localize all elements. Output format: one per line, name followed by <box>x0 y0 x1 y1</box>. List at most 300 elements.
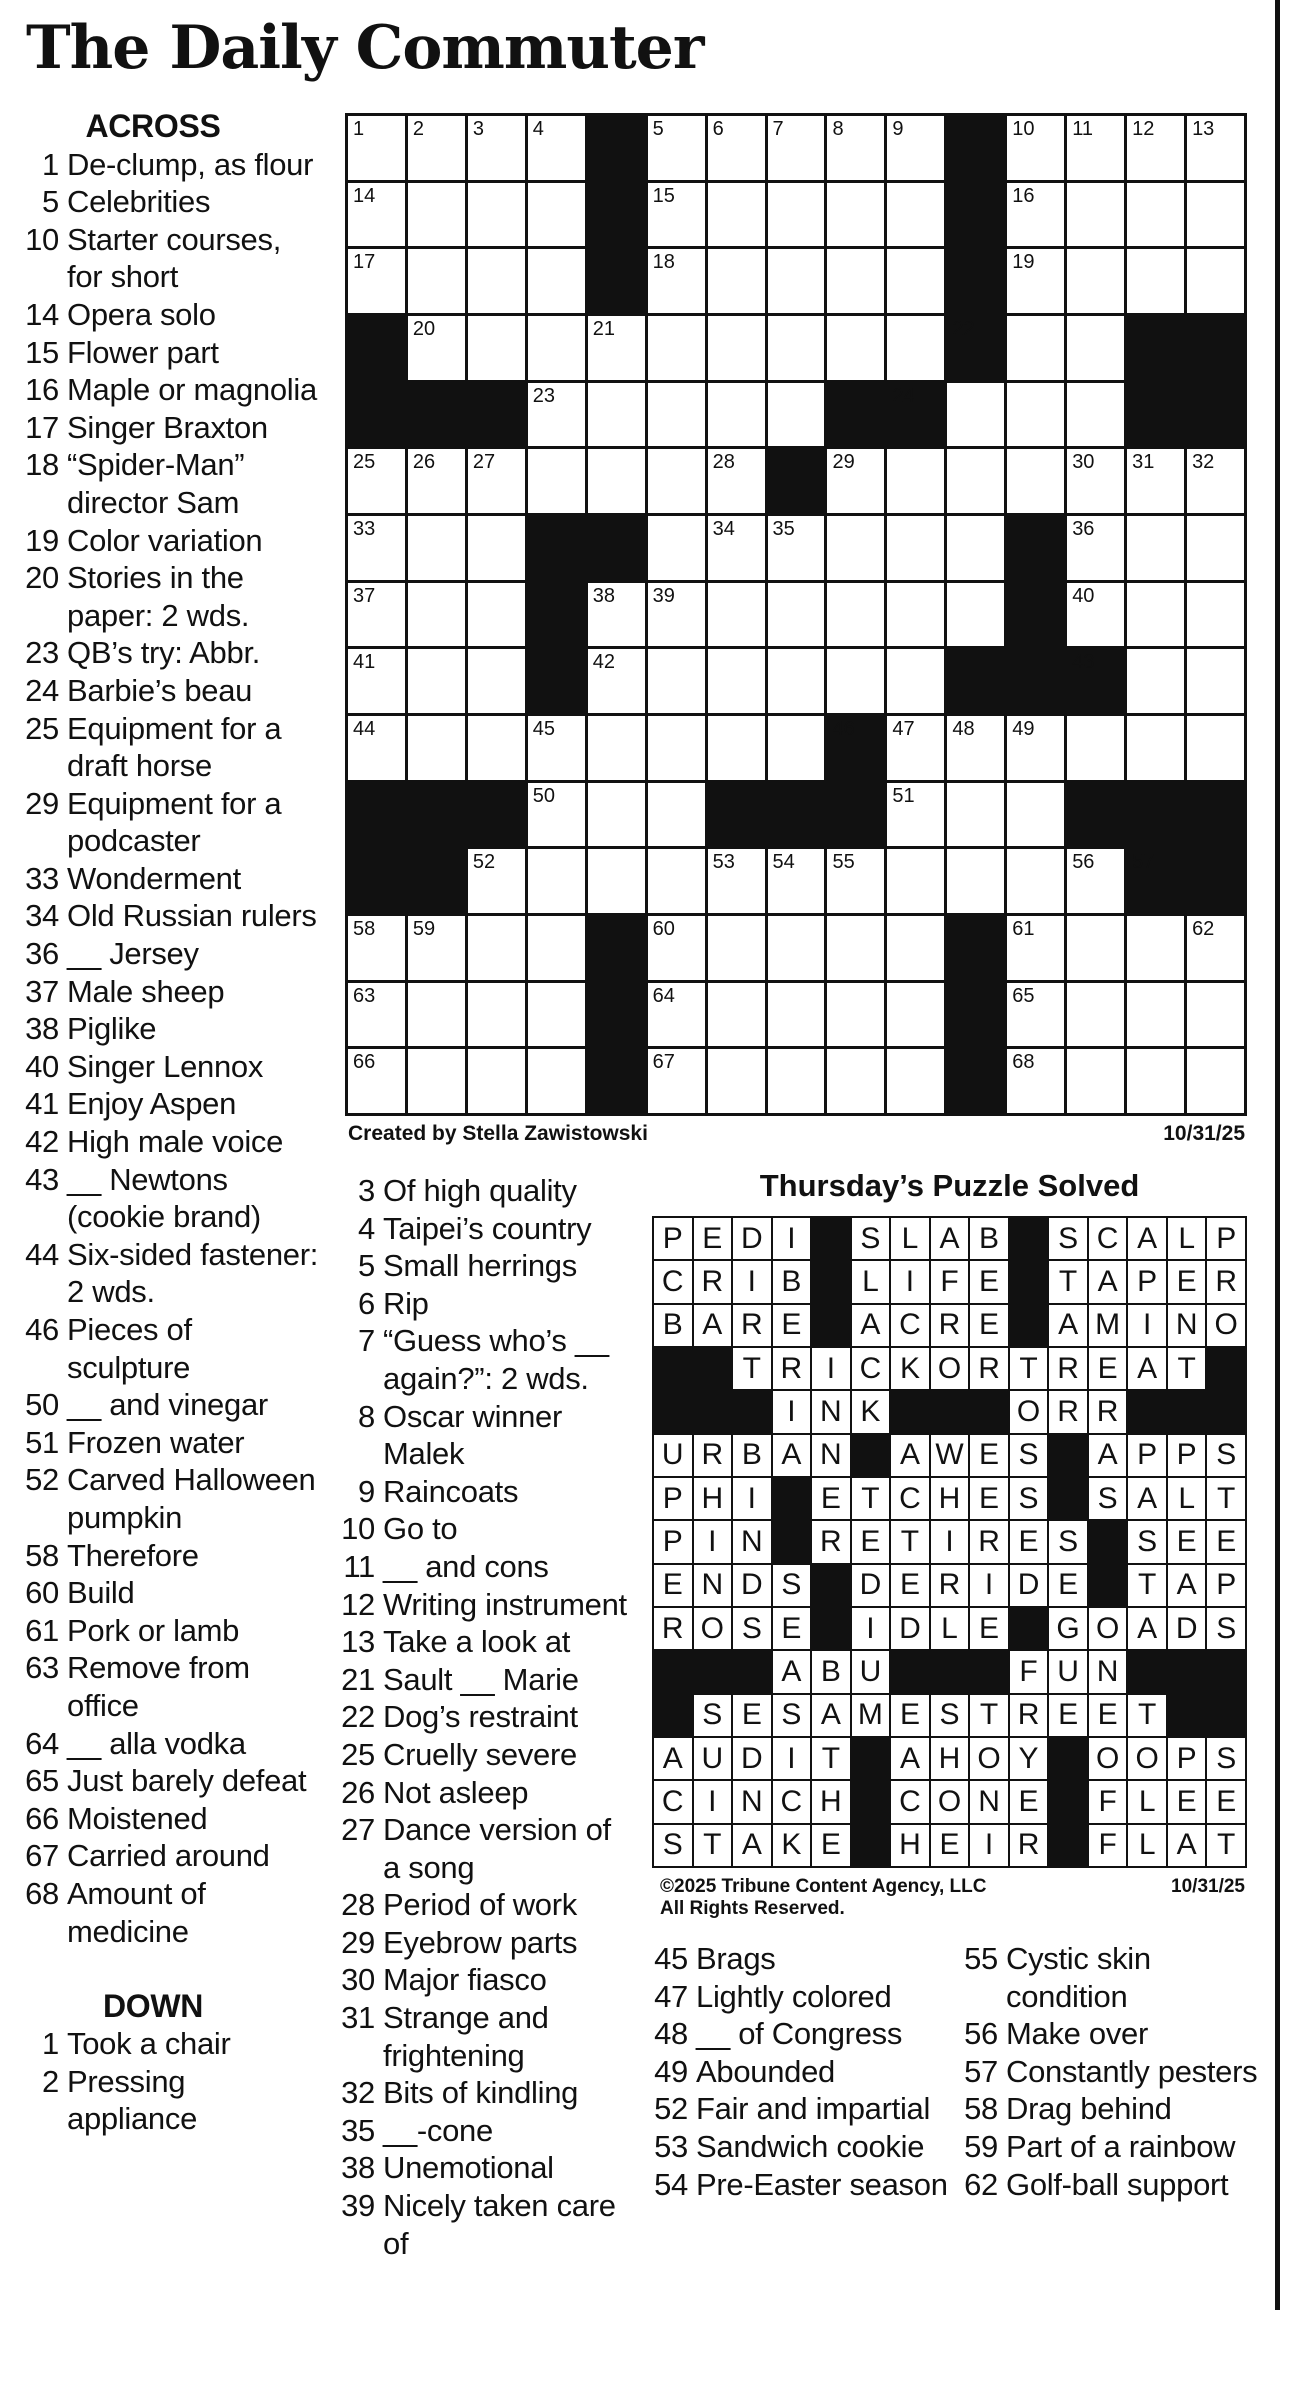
clue-number: 33 <box>25 860 59 896</box>
grid-cell[interactable] <box>588 649 645 713</box>
grid-cell[interactable] <box>468 716 525 780</box>
grid-cell[interactable] <box>1187 1049 1244 1113</box>
grid-cell[interactable] <box>648 783 705 847</box>
grid-cell[interactable] <box>528 116 585 180</box>
grid-cell[interactable] <box>648 516 705 580</box>
clue-item <box>958 2128 1258 2166</box>
solution-letter: I <box>852 1608 890 1649</box>
grid-cell[interactable] <box>887 583 944 647</box>
grid-cell[interactable] <box>1007 316 1064 380</box>
clue-number: 57 <box>964 2053 998 2089</box>
crossword-grid[interactable] <box>345 113 1247 1116</box>
grid-cell[interactable] <box>648 1049 705 1113</box>
clue-item <box>25 221 321 296</box>
grid-cell[interactable] <box>887 516 944 580</box>
solution-letter: H <box>694 1478 732 1519</box>
grid-cell[interactable] <box>648 583 705 647</box>
clue-number: 29 <box>341 1924 375 1960</box>
grid-cell[interactable] <box>648 983 705 1047</box>
grid-cell[interactable] <box>1067 316 1124 380</box>
clue-text: Dance version of a song <box>383 1812 611 1885</box>
solution-letter: O <box>970 1738 1008 1779</box>
clue-text: Equipment for a draft horse <box>67 710 282 784</box>
grid-cell[interactable] <box>528 983 585 1047</box>
black-square <box>827 716 884 780</box>
clue-number: 38 <box>341 2150 375 2186</box>
grid-cell[interactable] <box>528 249 585 313</box>
grid-cell[interactable] <box>768 183 825 247</box>
grid-cell[interactable] <box>528 916 585 980</box>
solution-letter: E <box>773 1305 811 1346</box>
black-square <box>768 783 825 847</box>
grid-cell[interactable] <box>1067 383 1124 447</box>
grid-cell[interactable] <box>408 516 465 580</box>
clue-number: 58 <box>25 1537 59 1573</box>
solution-letter: S <box>1089 1478 1127 1519</box>
grid-cell[interactable] <box>1187 716 1244 780</box>
grid-cell[interactable] <box>827 583 884 647</box>
grid-cell[interactable] <box>1007 449 1064 513</box>
clue-text: Go to <box>383 1511 458 1547</box>
solution-letter: S <box>773 1565 811 1606</box>
grid-cell[interactable] <box>768 649 825 713</box>
solution-letter: P <box>654 1521 692 1562</box>
grid-cell[interactable] <box>887 183 944 247</box>
grid-cell[interactable] <box>468 916 525 980</box>
grid-cell[interactable] <box>1187 516 1244 580</box>
grid-cell[interactable] <box>947 516 1004 580</box>
solution-black-square <box>1168 1391 1206 1432</box>
cell-number: 14 <box>353 184 376 207</box>
clue-text: Male sheep <box>67 973 225 1009</box>
grid-cell[interactable] <box>708 716 765 780</box>
grid-cell[interactable] <box>408 916 465 980</box>
clue-text: Of high quality <box>383 1173 577 1208</box>
solution-letter: A <box>1128 1608 1166 1649</box>
black-square <box>947 316 1004 380</box>
grid-cell[interactable] <box>827 649 884 713</box>
solution-letter: R <box>1049 1391 1087 1432</box>
grid-cell[interactable] <box>648 383 705 447</box>
clue-text: High male voice <box>67 1124 284 1160</box>
solution-letter: E <box>970 1435 1008 1476</box>
grid-cell[interactable] <box>1187 249 1244 313</box>
clue-text: Six-sided fastener: 2 wds. <box>67 1236 319 1310</box>
grid-cell[interactable] <box>887 849 944 913</box>
grid-cell[interactable] <box>827 316 884 380</box>
solution-letter: S <box>1010 1435 1048 1476</box>
solution-black-square <box>694 1348 732 1389</box>
solution-letter: R <box>694 1435 732 1476</box>
grid-cell[interactable] <box>1187 449 1244 513</box>
grid-cell[interactable] <box>1007 716 1064 780</box>
solution-letter: L <box>852 1261 890 1302</box>
clue-text: Stories in the paper: 2 wds. <box>67 560 250 633</box>
clue-number: 26 <box>341 1774 375 1810</box>
grid-cell[interactable] <box>1127 583 1184 647</box>
grid-cell[interactable] <box>708 516 765 580</box>
cell-number: 41 <box>353 651 376 674</box>
grid-cell[interactable] <box>827 449 884 513</box>
grid-cell[interactable] <box>468 249 525 313</box>
clue-item <box>25 1311 321 1386</box>
clue-number: 29 <box>25 785 59 821</box>
grid-cell[interactable] <box>768 249 825 313</box>
grid-cell[interactable] <box>1007 916 1064 980</box>
cell-number: 8 <box>832 118 844 140</box>
grid-cell[interactable] <box>648 116 705 180</box>
grid-cell[interactable] <box>1007 783 1064 847</box>
grid-cell[interactable] <box>768 583 825 647</box>
clue-text: Period of work <box>383 1887 577 1923</box>
grid-cell[interactable] <box>648 249 705 313</box>
clue-item <box>335 1210 635 1248</box>
grid-cell[interactable] <box>408 249 465 313</box>
grid-cell[interactable] <box>887 783 944 847</box>
solution-letter: A <box>891 1435 929 1476</box>
grid-cell[interactable] <box>1067 516 1124 580</box>
solution-letter: T <box>1010 1348 1048 1389</box>
grid-cell[interactable] <box>768 316 825 380</box>
clue-number: 40 <box>25 1048 59 1084</box>
solution-letter: D <box>1168 1608 1206 1649</box>
grid-cell[interactable] <box>1187 649 1244 713</box>
puzzle-credit: Created by Stella Zawistowski <box>348 1122 648 1145</box>
grid-cell[interactable] <box>1067 1049 1124 1113</box>
grid-cell[interactable] <box>528 1049 585 1113</box>
grid-cell[interactable] <box>708 916 765 980</box>
clue-number: 23 <box>25 635 59 671</box>
grid-cell[interactable] <box>408 316 465 380</box>
clue-text: Sault __ Marie <box>383 1661 579 1697</box>
cell-number: 28 <box>712 451 735 474</box>
clue-text: Lightly colored <box>696 1978 892 2014</box>
grid-cell[interactable] <box>528 716 585 780</box>
grid-cell[interactable] <box>708 383 765 447</box>
grid-cell[interactable] <box>1127 116 1184 180</box>
grid-cell[interactable] <box>887 316 944 380</box>
grid-cell[interactable] <box>588 383 645 447</box>
black-square <box>887 383 944 447</box>
solution-letter: E <box>1089 1695 1127 1736</box>
clue-number: 62 <box>964 2166 998 2202</box>
puzzle-date: 10/31/25 <box>1163 1122 1245 1145</box>
grid-cell[interactable] <box>827 983 884 1047</box>
grid-cell[interactable] <box>708 583 765 647</box>
black-square <box>947 249 1004 313</box>
clue-number: 21 <box>341 1661 375 1697</box>
grid-cell[interactable] <box>1067 583 1124 647</box>
clue-text: Fair and impartial <box>696 2091 931 2127</box>
grid-cell[interactable] <box>528 849 585 913</box>
grid-cell[interactable] <box>528 183 585 247</box>
grid-cell[interactable] <box>348 249 405 313</box>
solution-letter: U <box>654 1435 692 1476</box>
grid-cell[interactable] <box>708 249 765 313</box>
grid-cell[interactable] <box>1187 916 1244 980</box>
grid-cell[interactable] <box>1007 849 1064 913</box>
grid-cell[interactable] <box>1187 116 1244 180</box>
grid-cell[interactable] <box>648 916 705 980</box>
grid-cell[interactable] <box>1067 116 1124 180</box>
grid-cell[interactable] <box>588 316 645 380</box>
solution-letter: A <box>694 1305 732 1346</box>
grid-cell[interactable] <box>768 116 825 180</box>
grid-cell[interactable] <box>1127 183 1184 247</box>
cell-number: 39 <box>652 584 675 607</box>
clue-text: Starter courses, for short <box>67 221 282 295</box>
grid-cell[interactable] <box>827 1049 884 1113</box>
clue-item <box>25 973 321 1011</box>
down-clue-list-4 <box>958 1940 1258 2203</box>
clue-item <box>25 1574 321 1612</box>
grid-cell[interactable] <box>768 716 825 780</box>
clue-number: 3 <box>358 1173 375 1208</box>
grid-cell[interactable] <box>528 383 585 447</box>
cell-number: 11 <box>1072 118 1093 140</box>
solution-letter: R <box>1010 1825 1048 1866</box>
black-square <box>1007 516 1064 580</box>
down-clue-list-3 <box>648 1940 948 2203</box>
solution-letter: E <box>1207 1781 1245 1822</box>
down-clue-list-1 <box>25 2025 321 2138</box>
grid-cell[interactable] <box>1127 716 1184 780</box>
grid-cell[interactable] <box>408 183 465 247</box>
grid-cell[interactable] <box>887 1049 944 1113</box>
grid-cell[interactable] <box>348 916 405 980</box>
grid-cell[interactable] <box>528 316 585 380</box>
grid-cell[interactable] <box>1067 183 1124 247</box>
clue-number: 19 <box>25 522 59 558</box>
solution-letter: T <box>1168 1348 1206 1389</box>
grid-cell[interactable] <box>408 649 465 713</box>
grid-cell[interactable] <box>708 116 765 180</box>
grid-cell[interactable] <box>708 849 765 913</box>
solution-black-square <box>1010 1218 1048 1259</box>
grid-cell[interactable] <box>887 449 944 513</box>
grid-cell[interactable] <box>348 716 405 780</box>
black-square <box>468 783 525 847</box>
grid-cell[interactable] <box>1067 916 1124 980</box>
clue-number: 30 <box>341 1962 375 1998</box>
grid-cell[interactable] <box>1007 116 1064 180</box>
clue-number: 56 <box>964 2016 998 2052</box>
clue-item <box>335 2149 635 2187</box>
grid-cell[interactable] <box>827 183 884 247</box>
solution-letter: P <box>1207 1218 1245 1259</box>
grid-cell[interactable] <box>887 716 944 780</box>
clue-number: 1 <box>42 2026 59 2062</box>
solution-letter: M <box>1089 1305 1127 1346</box>
grid-cell[interactable] <box>768 383 825 447</box>
across-heading: ACROSS <box>85 108 221 144</box>
solution-letter: S <box>1207 1608 1245 1649</box>
grid-cell[interactable] <box>588 716 645 780</box>
clue-item <box>25 446 321 521</box>
grid-cell[interactable] <box>947 849 1004 913</box>
grid-cell[interactable] <box>1127 983 1184 1047</box>
solution-letter: F <box>931 1261 969 1302</box>
grid-cell[interactable] <box>768 916 825 980</box>
grid-cell[interactable] <box>348 583 405 647</box>
clue-number: 36 <box>25 936 59 972</box>
solution-letter: N <box>694 1565 732 1606</box>
solution-letter: L <box>1168 1218 1206 1259</box>
black-square <box>588 1049 645 1113</box>
solution-black-square <box>812 1608 850 1649</box>
grid-cell[interactable] <box>947 583 1004 647</box>
grid-cell[interactable] <box>708 183 765 247</box>
grid-cell[interactable] <box>887 649 944 713</box>
grid-cell[interactable] <box>1067 983 1124 1047</box>
grid-cell[interactable] <box>887 249 944 313</box>
grid-cell[interactable] <box>1187 583 1244 647</box>
grid-cell[interactable] <box>1127 916 1184 980</box>
grid-cell[interactable] <box>768 983 825 1047</box>
clue-text: Color variation <box>67 522 263 558</box>
grid-cell[interactable] <box>1127 249 1184 313</box>
grid-cell[interactable] <box>827 916 884 980</box>
grid-cell[interactable] <box>468 183 525 247</box>
grid-cell[interactable] <box>1127 649 1184 713</box>
grid-cell[interactable] <box>468 649 525 713</box>
grid-cell[interactable] <box>408 983 465 1047</box>
grid-cell[interactable] <box>648 849 705 913</box>
black-square <box>1067 783 1124 847</box>
solution-letter: S <box>1128 1521 1166 1562</box>
grid-cell[interactable] <box>887 983 944 1047</box>
grid-cell[interactable] <box>1067 249 1124 313</box>
grid-cell[interactable] <box>708 1049 765 1113</box>
grid-cell[interactable] <box>1067 716 1124 780</box>
solution-letter: L <box>891 1218 929 1259</box>
grid-cell[interactable] <box>468 1049 525 1113</box>
grid-cell[interactable] <box>408 116 465 180</box>
grid-cell[interactable] <box>1067 449 1124 513</box>
grid-cell[interactable] <box>468 516 525 580</box>
grid-cell[interactable] <box>468 583 525 647</box>
grid-cell[interactable] <box>768 516 825 580</box>
grid-cell[interactable] <box>468 449 525 513</box>
grid-cell[interactable] <box>708 316 765 380</box>
grid-cell[interactable] <box>1007 383 1064 447</box>
solution-letter: I <box>970 1565 1008 1606</box>
clue-text: Dog’s restraint <box>383 1699 578 1735</box>
grid-cell[interactable] <box>708 649 765 713</box>
grid-cell[interactable] <box>348 983 405 1047</box>
grid-cell[interactable] <box>768 1049 825 1113</box>
grid-cell[interactable] <box>1187 183 1244 247</box>
down-clues-column-2 <box>335 1172 635 2262</box>
grid-cell[interactable] <box>827 249 884 313</box>
solution-letter: I <box>1128 1305 1166 1346</box>
solution-letter: E <box>852 1521 890 1562</box>
grid-cell[interactable] <box>588 849 645 913</box>
solution-black-square <box>773 1478 811 1519</box>
grid-cell[interactable] <box>348 1049 405 1113</box>
grid-cell[interactable] <box>947 783 1004 847</box>
solution-black-square <box>1049 1738 1087 1779</box>
grid-cell[interactable] <box>1007 249 1064 313</box>
grid-cell[interactable] <box>1007 983 1064 1047</box>
grid-cell[interactable] <box>1127 516 1184 580</box>
clue-item <box>25 409 321 447</box>
solution-letter: W <box>931 1435 969 1476</box>
grid-cell[interactable] <box>468 316 525 380</box>
grid-cell[interactable] <box>408 1049 465 1113</box>
grid-cell[interactable] <box>408 449 465 513</box>
clue-text: Pieces of sculpture <box>67 1312 192 1385</box>
grid-cell[interactable] <box>588 583 645 647</box>
clue-text: Opera solo <box>67 296 216 332</box>
grid-cell[interactable] <box>708 449 765 513</box>
grid-cell[interactable] <box>1007 183 1064 247</box>
solution-black-square <box>654 1391 692 1432</box>
solution-letter: E <box>1168 1781 1206 1822</box>
grid-cell[interactable] <box>708 983 765 1047</box>
solution-letter: H <box>812 1781 850 1822</box>
solution-letter: O <box>931 1781 969 1822</box>
grid-cell[interactable] <box>348 649 405 713</box>
grid-cell[interactable] <box>348 516 405 580</box>
grid-cell[interactable] <box>648 183 705 247</box>
grid-cell[interactable] <box>827 116 884 180</box>
clue-item <box>25 1762 321 1800</box>
grid-cell[interactable] <box>648 716 705 780</box>
grid-cell[interactable] <box>648 316 705 380</box>
grid-cell[interactable] <box>1007 1049 1064 1113</box>
solution-letter: O <box>1128 1738 1166 1779</box>
black-square <box>708 783 765 847</box>
grid-cell[interactable] <box>648 449 705 513</box>
grid-cell[interactable] <box>1067 849 1124 913</box>
grid-cell[interactable] <box>468 116 525 180</box>
grid-cell[interactable] <box>1127 449 1184 513</box>
grid-cell[interactable] <box>648 649 705 713</box>
grid-cell[interactable] <box>348 183 405 247</box>
grid-cell[interactable] <box>588 783 645 847</box>
cell-number: 47 <box>892 718 915 740</box>
grid-cell[interactable] <box>528 449 585 513</box>
clue-text: Piglike <box>67 1011 157 1047</box>
grid-cell[interactable] <box>588 449 645 513</box>
solution-letter: R <box>694 1261 732 1302</box>
grid-cell[interactable] <box>408 716 465 780</box>
clue-text: __ and cons <box>383 1548 549 1584</box>
solution-letter: C <box>654 1261 692 1302</box>
grid-cell[interactable] <box>947 449 1004 513</box>
grid-cell[interactable] <box>827 849 884 913</box>
grid-cell[interactable] <box>947 716 1004 780</box>
grid-cell[interactable] <box>528 783 585 847</box>
grid-cell[interactable] <box>348 449 405 513</box>
grid-cell[interactable] <box>768 849 825 913</box>
grid-cell[interactable] <box>887 916 944 980</box>
solution-letter: R <box>1089 1391 1127 1432</box>
grid-cell[interactable] <box>887 116 944 180</box>
grid-cell[interactable] <box>408 583 465 647</box>
grid-cell[interactable] <box>947 383 1004 447</box>
grid-cell[interactable] <box>827 516 884 580</box>
clue-item <box>335 1172 635 1210</box>
grid-cell[interactable] <box>1127 1049 1184 1113</box>
clue-text: “Spider-Man” director Sam <box>67 447 245 520</box>
solution-letter: I <box>891 1261 929 1302</box>
grid-cell[interactable] <box>468 983 525 1047</box>
grid-cell[interactable] <box>348 116 405 180</box>
grid-cell[interactable] <box>468 849 525 913</box>
grid-cell[interactable] <box>1187 983 1244 1047</box>
